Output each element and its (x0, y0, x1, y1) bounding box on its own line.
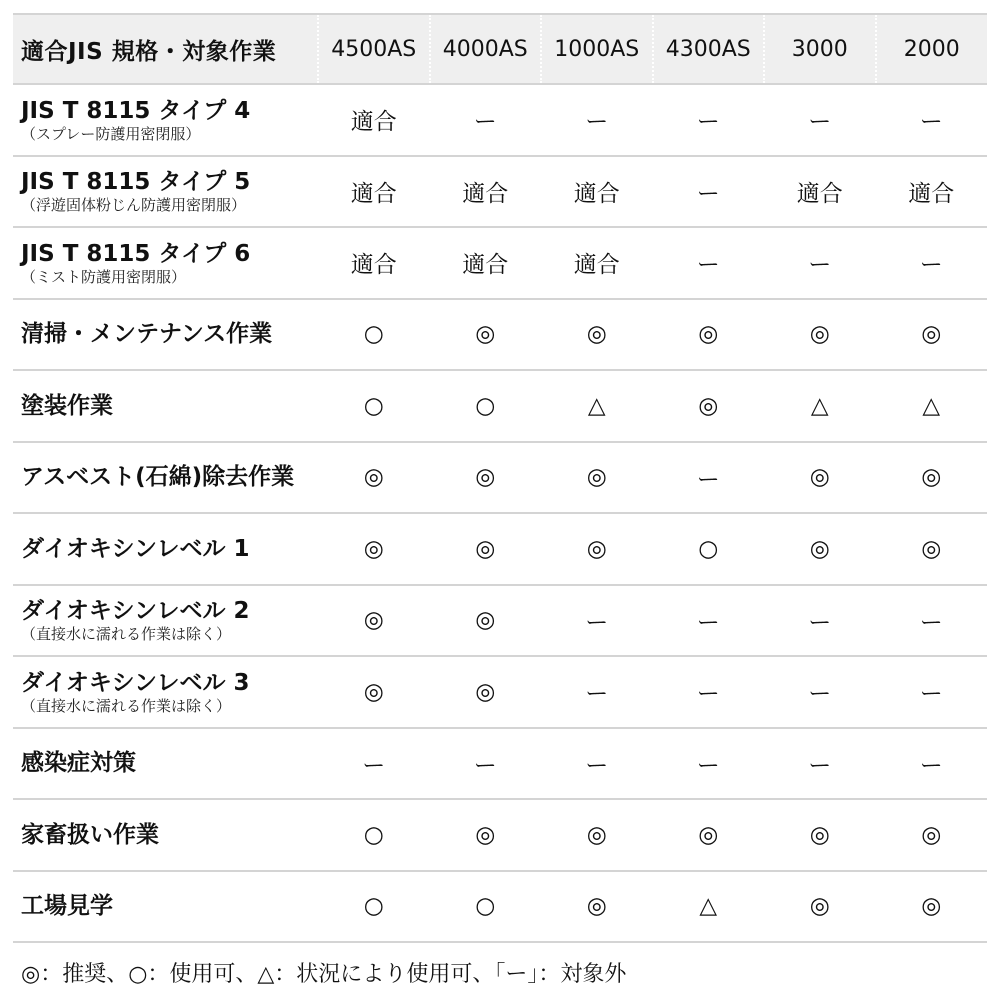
row-label-sub: （スプレー防護用密閉服） (21, 124, 201, 143)
row-label (13, 871, 318, 943)
model-header: 1000AS (541, 14, 653, 84)
rating-cell: ー (541, 585, 653, 657)
rating-cell: ◎ (541, 299, 653, 371)
table-row (13, 728, 987, 800)
rating-cell: ○ (318, 370, 430, 442)
header-label: 適合JIS 規格・対象作業 (13, 14, 318, 84)
table-row (13, 299, 987, 371)
table-row (13, 227, 987, 299)
rating-cell: 適合 (764, 156, 876, 228)
row-label-sub: （直接水に濡れる作業は除く） (21, 625, 232, 644)
table-row (13, 871, 987, 943)
model-header: 4500AS (318, 14, 430, 84)
rating-cell: 適合 (876, 156, 988, 228)
rating-cell: ー (876, 585, 988, 657)
rating-cell: 適合 (318, 156, 430, 228)
rating-cell: ◎ (541, 799, 653, 871)
table-row (13, 585, 987, 657)
rating-cell: ー (653, 227, 765, 299)
rating-cell: ー (876, 656, 988, 728)
rating-cell: ◎ (764, 299, 876, 371)
table-row (13, 84, 987, 156)
rating-cell: ◎ (876, 299, 988, 371)
rating-cell: ◎ (653, 799, 765, 871)
rating-cell: ◎ (318, 585, 430, 657)
rating-cell: ◎ (430, 513, 542, 585)
row-label-main: JIS T 8115 タイプ 5 (21, 169, 251, 196)
spec-table-container (13, 13, 987, 943)
rating-cell: ◎ (876, 871, 988, 943)
rating-cell: ー (653, 728, 765, 800)
model-header: 4000AS (430, 14, 542, 84)
row-label (13, 156, 318, 228)
rating-cell: ー (430, 84, 542, 156)
row-label-main: ダイオキシンレベル 2 (21, 598, 250, 625)
rating-cell: ー (653, 656, 765, 728)
rating-cell: ◎ (541, 442, 653, 514)
compatibility-table (13, 13, 987, 943)
row-label (13, 299, 318, 371)
rating-cell: ◎ (876, 513, 988, 585)
row-label-main: JIS T 8115 タイプ 6 (21, 240, 251, 267)
rating-cell: 適合 (318, 84, 430, 156)
rating-cell: ◎ (430, 585, 542, 657)
row-label (13, 799, 318, 871)
rating-cell: ー (764, 84, 876, 156)
rating-cell: ◎ (764, 871, 876, 943)
rating-cell: △ (764, 370, 876, 442)
rating-cell: ー (876, 84, 988, 156)
model-header: 2000 (876, 14, 988, 84)
rating-cell: ー (876, 227, 988, 299)
rating-cell: ◎ (430, 656, 542, 728)
rating-cell: △ (876, 370, 988, 442)
rating-cell: ー (876, 728, 988, 800)
row-label-main: 清掃・メンテナンス作業 (21, 321, 273, 348)
rating-cell: ◎ (653, 299, 765, 371)
rating-cell: ー (653, 442, 765, 514)
rating-cell: ◎ (541, 513, 653, 585)
rating-cell: 適合 (318, 227, 430, 299)
rating-cell: ー (653, 156, 765, 228)
row-label-sub: （浮遊固体粉じん防護用密閉服） (21, 196, 247, 215)
row-label-main: 工場見学 (21, 893, 113, 920)
rating-cell: 適合 (541, 156, 653, 228)
rating-cell: ◎ (764, 513, 876, 585)
model-header: 4300AS (653, 14, 765, 84)
row-label-main: ダイオキシンレベル 1 (21, 535, 250, 562)
rating-cell: ◎ (876, 799, 988, 871)
rating-cell: 適合 (541, 227, 653, 299)
row-label-sub: （直接水に濡れる作業は除く） (21, 696, 232, 715)
rating-cell: ー (318, 728, 430, 800)
rating-cell: ー (653, 585, 765, 657)
table-row (13, 370, 987, 442)
row-label (13, 728, 318, 800)
row-label-main: ダイオキシンレベル 3 (21, 669, 250, 696)
header-row (13, 14, 987, 84)
rating-cell: ー (764, 227, 876, 299)
rating-cell: ◎ (430, 799, 542, 871)
row-label-main: 塗装作業 (21, 392, 113, 419)
row-label-main: JIS T 8115 タイプ 4 (21, 97, 251, 124)
rating-cell: ◎ (876, 442, 988, 514)
rating-cell: ◎ (430, 442, 542, 514)
rating-cell: ○ (653, 513, 765, 585)
rating-cell: ○ (318, 299, 430, 371)
table-row (13, 156, 987, 228)
table-row (13, 513, 987, 585)
rating-cell: 適合 (430, 156, 542, 228)
rating-cell: ー (653, 84, 765, 156)
table-body (13, 84, 987, 942)
rating-cell: ◎ (430, 299, 542, 371)
row-label-sub: （ミスト防護用密閉服） (21, 267, 187, 286)
rating-cell: ー (541, 84, 653, 156)
row-label (13, 227, 318, 299)
row-label (13, 656, 318, 728)
row-label-main: 家畜扱い作業 (21, 821, 159, 848)
rating-cell: ◎ (764, 799, 876, 871)
rating-cell: ー (764, 585, 876, 657)
rating-cell: ◎ (541, 871, 653, 943)
row-label (13, 442, 318, 514)
row-label (13, 585, 318, 657)
model-header: 3000 (764, 14, 876, 84)
table-row (13, 442, 987, 514)
rating-cell: ○ (318, 799, 430, 871)
rating-cell: △ (541, 370, 653, 442)
row-label-main: アスベスト(石綿)除去作業 (21, 464, 295, 491)
rating-cell: ◎ (318, 513, 430, 585)
rating-cell: ー (541, 728, 653, 800)
rating-cell: ◎ (653, 370, 765, 442)
rating-cell: △ (653, 871, 765, 943)
rating-cell: ○ (318, 871, 430, 943)
rating-cell: ー (764, 656, 876, 728)
rating-cell: ○ (430, 370, 542, 442)
row-label (13, 513, 318, 585)
row-label (13, 84, 318, 156)
rating-cell: ー (541, 656, 653, 728)
row-label (13, 370, 318, 442)
rating-cell: 適合 (430, 227, 542, 299)
rating-cell: ー (430, 728, 542, 800)
rating-cell: ○ (430, 871, 542, 943)
table-row (13, 799, 987, 871)
rating-cell: ◎ (318, 656, 430, 728)
rating-cell: ◎ (764, 442, 876, 514)
row-label-main: 感染症対策 (21, 750, 136, 777)
legend-note: ◎：推奨、○：使用可、△：状況により使用可、「ー」：対象外 (21, 962, 627, 987)
rating-cell: ◎ (318, 442, 430, 514)
table-row (13, 656, 987, 728)
rating-cell: ー (764, 728, 876, 800)
